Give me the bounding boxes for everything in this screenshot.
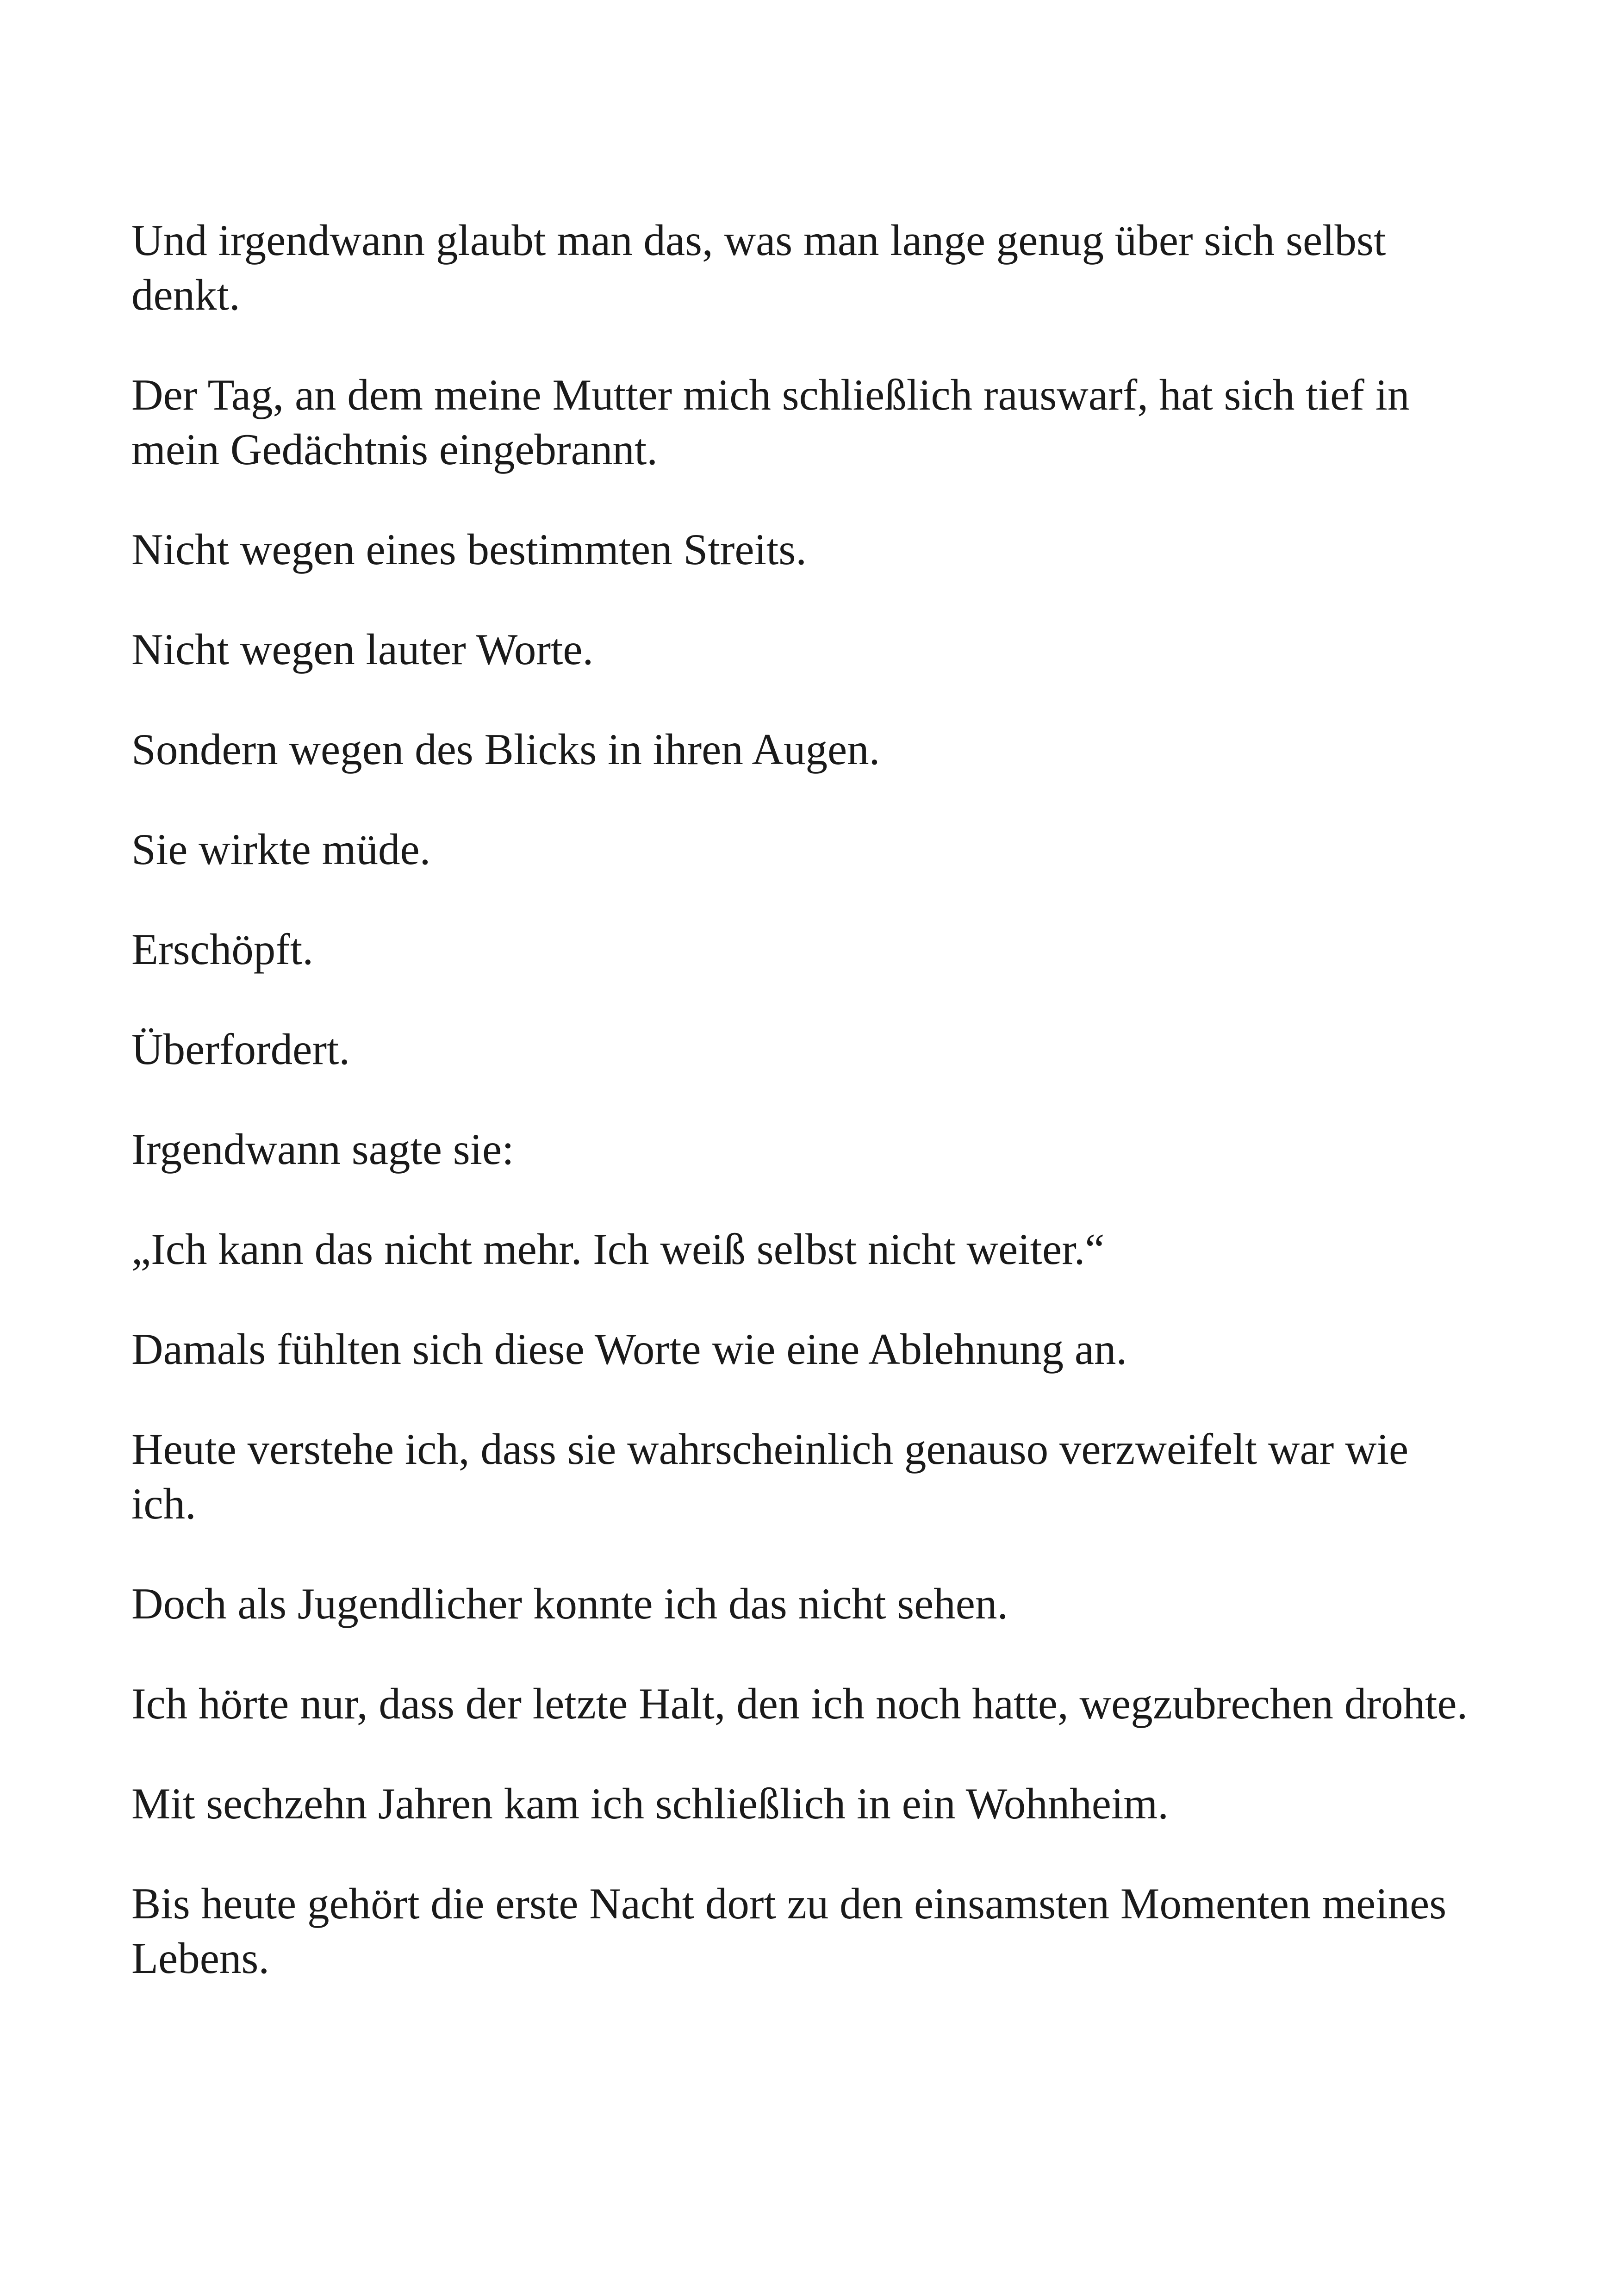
paragraph: Sondern wegen des Blicks in ihren Augen.	[131, 725, 880, 774]
body-text	[131, 213, 1474, 2031]
paragraph: Irgendwann sagte sie:	[131, 1125, 514, 1174]
paragraph: Mit sechzehn Jahren kam ich schließlich in ein Wohnheim.	[131, 1779, 1169, 1828]
paragraph: Nicht wegen lauter Worte.	[131, 625, 594, 674]
paragraph: Damals fühlten sich diese Worte wie eine Ablehnung an.	[131, 1325, 1127, 1374]
paragraph: Erschöpft.	[131, 925, 314, 974]
paragraph: „Ich kann das nicht mehr. Ich weiß selbst nicht weiter.“	[131, 1225, 1105, 1274]
paragraph: Der Tag, an dem meine Mutter mich schließlich rauswarf, hat sich tief in mein Gedächtnis eingebrannt.	[131, 370, 1410, 474]
paragraph: Doch als Jugendlicher konnte ich das nicht sehen.	[131, 1579, 1008, 1628]
paragraph: Nicht wegen eines bestimmten Streits.	[131, 525, 807, 574]
paragraph: Und irgendwann glaubt man das, was man lange genug über sich selbst denkt.	[131, 216, 1386, 319]
paragraph: Ich hörte nur, dass der letzte Halt, den ich noch hatte, wegzubrechen drohte.	[131, 1679, 1468, 1728]
paragraph: Überfordert.	[131, 1025, 350, 1074]
paragraph: Sie wirkte müde.	[131, 825, 431, 874]
paragraph: Heute verstehe ich, dass sie wahrscheinlich genauso verzweifelt war wie ich.	[131, 1425, 1409, 1528]
paragraph: Bis heute gehört die erste Nacht dort zu den einsamsten Momenten meines Lebens.	[131, 1879, 1447, 1983]
